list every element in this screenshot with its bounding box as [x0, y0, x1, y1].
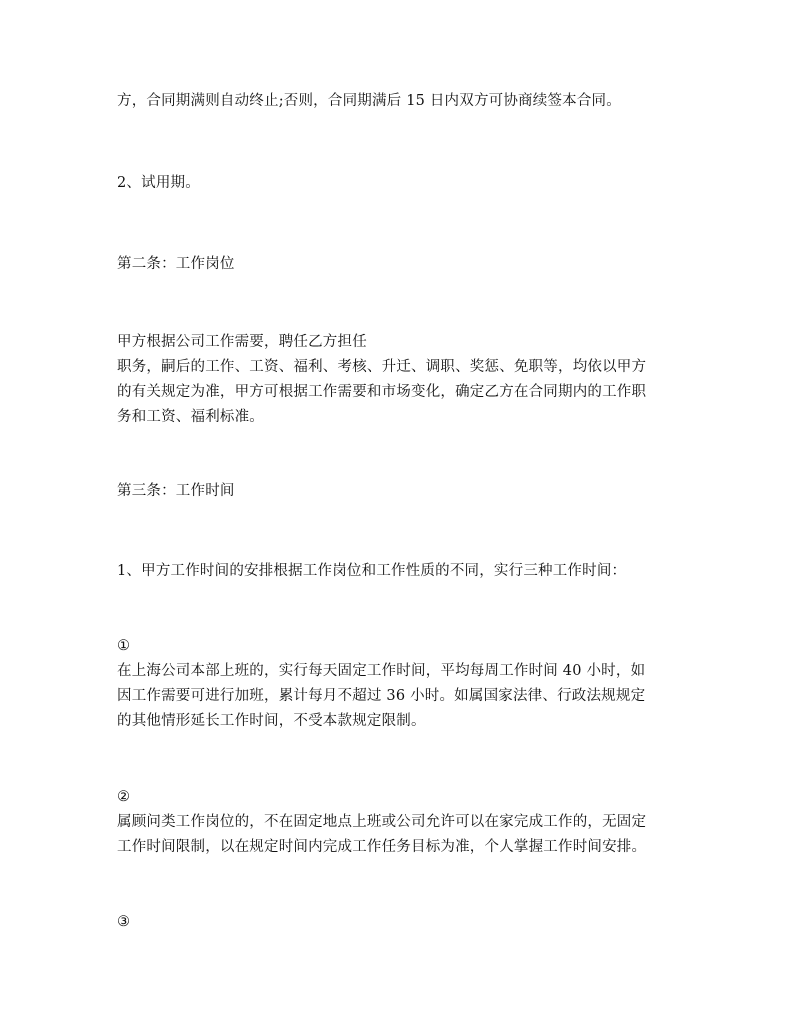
article-2-heading: 第二条：工作岗位 [117, 256, 235, 272]
clause-2-marker: ② [117, 789, 131, 805]
clause-1-line-3: 的其他情形延长工作时间，不受本款规定限制。 [117, 713, 426, 729]
clause-1 [117, 634, 645, 734]
clause-1-marker: ① [117, 638, 131, 654]
clause-2-line-2: 工作时间限制，以在规定时间内完成工作任务目标为准，个人掌握工作时间安排。 [117, 839, 647, 855]
clause-3 [117, 910, 130, 935]
clause-3-marker: ③ [117, 914, 131, 930]
article-2-line-3: 的有关规定为准，甲方可根据工作需要和市场变化，确定乙方在合同期内的工作职 [117, 384, 647, 400]
article-2-line-4: 务和工资、福利标准。 [117, 409, 264, 425]
clause-2 [117, 785, 646, 860]
clause-1-line-2: 因工作需要可进行加班，累计每月不超过 36 小时。如属国家法律、行政法规规定 [117, 688, 646, 704]
clause-1-line-1: 在上海公司本部上班的，实行每天固定工作时间，平均每周工作时间 40 小时，如 [117, 663, 646, 679]
clause-2-line-1: 属顾问类工作岗位的，不在固定地点上班或公司允许可以在家完成工作的，无固定 [117, 814, 647, 830]
article-3-heading: 第三条：工作时间 [117, 483, 235, 499]
article-2-body [117, 330, 646, 430]
article-2-line-1: 甲方根据公司工作需要，聘任乙方担任 [117, 334, 367, 350]
article-3-item-1: 1、甲方工作时间的安排根据工作岗位和工作性质的不同，实行三种工作时间： [117, 563, 627, 579]
trial-period-item: 2、试用期。 [117, 175, 200, 191]
article-2-line-2: 职务，嗣后的工作、工资、福利、考核、升迁、调职、奖惩、免职等，均依以甲方 [117, 359, 647, 375]
contract-end-line: 方，合同期满则自动终止;否则，合同期满后 15 日内双方可协商续签本合同。 [117, 93, 621, 109]
